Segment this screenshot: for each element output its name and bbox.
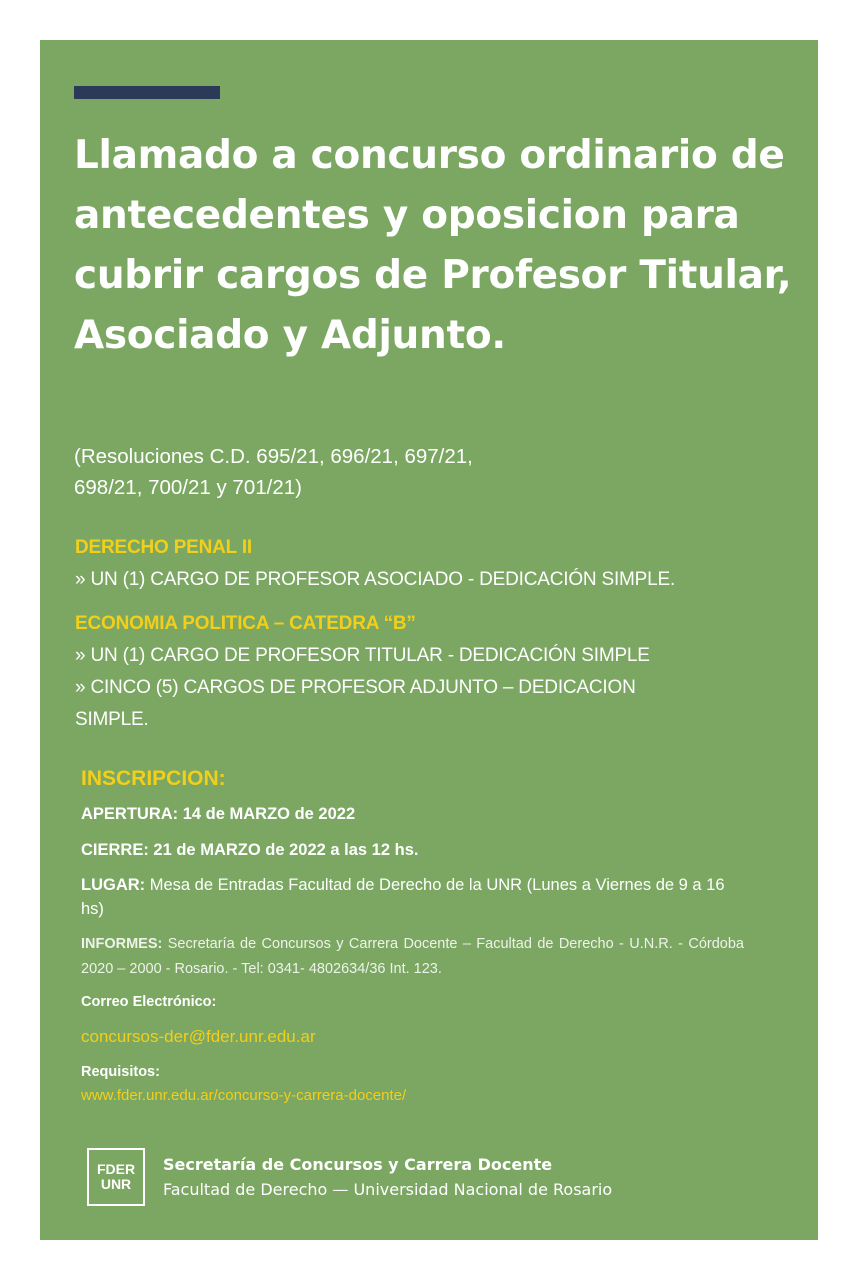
- informes-text: Secretaría de Concursos y Carrera Docente – Facultad de Derecho - U.N.R. - Córdoba 2020 – 2000 - Rosario. - Tel: 0341- 4802634/36 Int. 123.: [81, 936, 744, 977]
- footer-title: Secretaría de Concursos y Carrera Docente: [163, 1155, 553, 1174]
- apertura: APERTURA: 14 de MARZO de 2022: [81, 805, 356, 823]
- footer-subtitle: Facultad de Derecho — Universidad Nacional de Rosario: [163, 1180, 613, 1199]
- cargo-item: » CINCO (5) CARGOS DE PROFESOR ADJUNTO – DEDICACION SIMPLE.: [75, 677, 636, 730]
- logo-line-2: UNR: [100, 1176, 132, 1192]
- requisitos-label: Requisitos:: [81, 1064, 160, 1080]
- lugar-text: Mesa de Entradas Facultad de Derecho de la UNR (Lunes a Viernes de 9 a 16 hs): [81, 876, 725, 918]
- fder-unr-logo: [87, 1148, 145, 1206]
- section-heading-economia-politica: ECONOMIA POLITICA – CATEDRA “B”: [75, 613, 416, 634]
- lugar-label: LUGAR:: [81, 876, 146, 894]
- section-heading-derecho-penal: DERECHO PENAL II: [75, 537, 252, 558]
- correo-label: Correo Electrónico:: [81, 994, 217, 1010]
- requisitos-link[interactable]: www.fder.unr.edu.ar/concurso-y-carrera-docente/: [81, 1087, 407, 1104]
- logo-line-1: FDER: [96, 1161, 136, 1177]
- resoluciones-line-1: (Resoluciones C.D. 695/21, 696/21, 697/21,: [74, 445, 473, 468]
- resoluciones: [74, 441, 674, 503]
- lugar: [81, 873, 746, 921]
- inscripcion-title: INSCRIPCION:: [81, 767, 226, 790]
- cargo-item: » UN (1) CARGO DE PROFESOR ASOCIADO - DEDICACIÓN SIMPLE.: [75, 569, 676, 590]
- correo-link[interactable]: concursos-der@fder.unr.edu.ar: [81, 1027, 316, 1046]
- resoluciones-line-2: 698/21, 700/21 y 701/21): [74, 476, 302, 499]
- informes-label: INFORMES:: [81, 936, 163, 952]
- poster: [40, 40, 818, 1240]
- cierre: CIERRE: 21 de MARZO de 2022 a las 12 hs.: [81, 841, 419, 859]
- accent-bar: [74, 86, 220, 99]
- cargo-item: » UN (1) CARGO DE PROFESOR TITULAR - DEDICACIÓN SIMPLE: [75, 645, 650, 666]
- poster-title: Llamado a concurso ordinario de antecedentes y oposicion para cubrir cargos de Profesor Titular, Asociado y Adjunto.: [74, 133, 792, 358]
- informes: [81, 932, 744, 982]
